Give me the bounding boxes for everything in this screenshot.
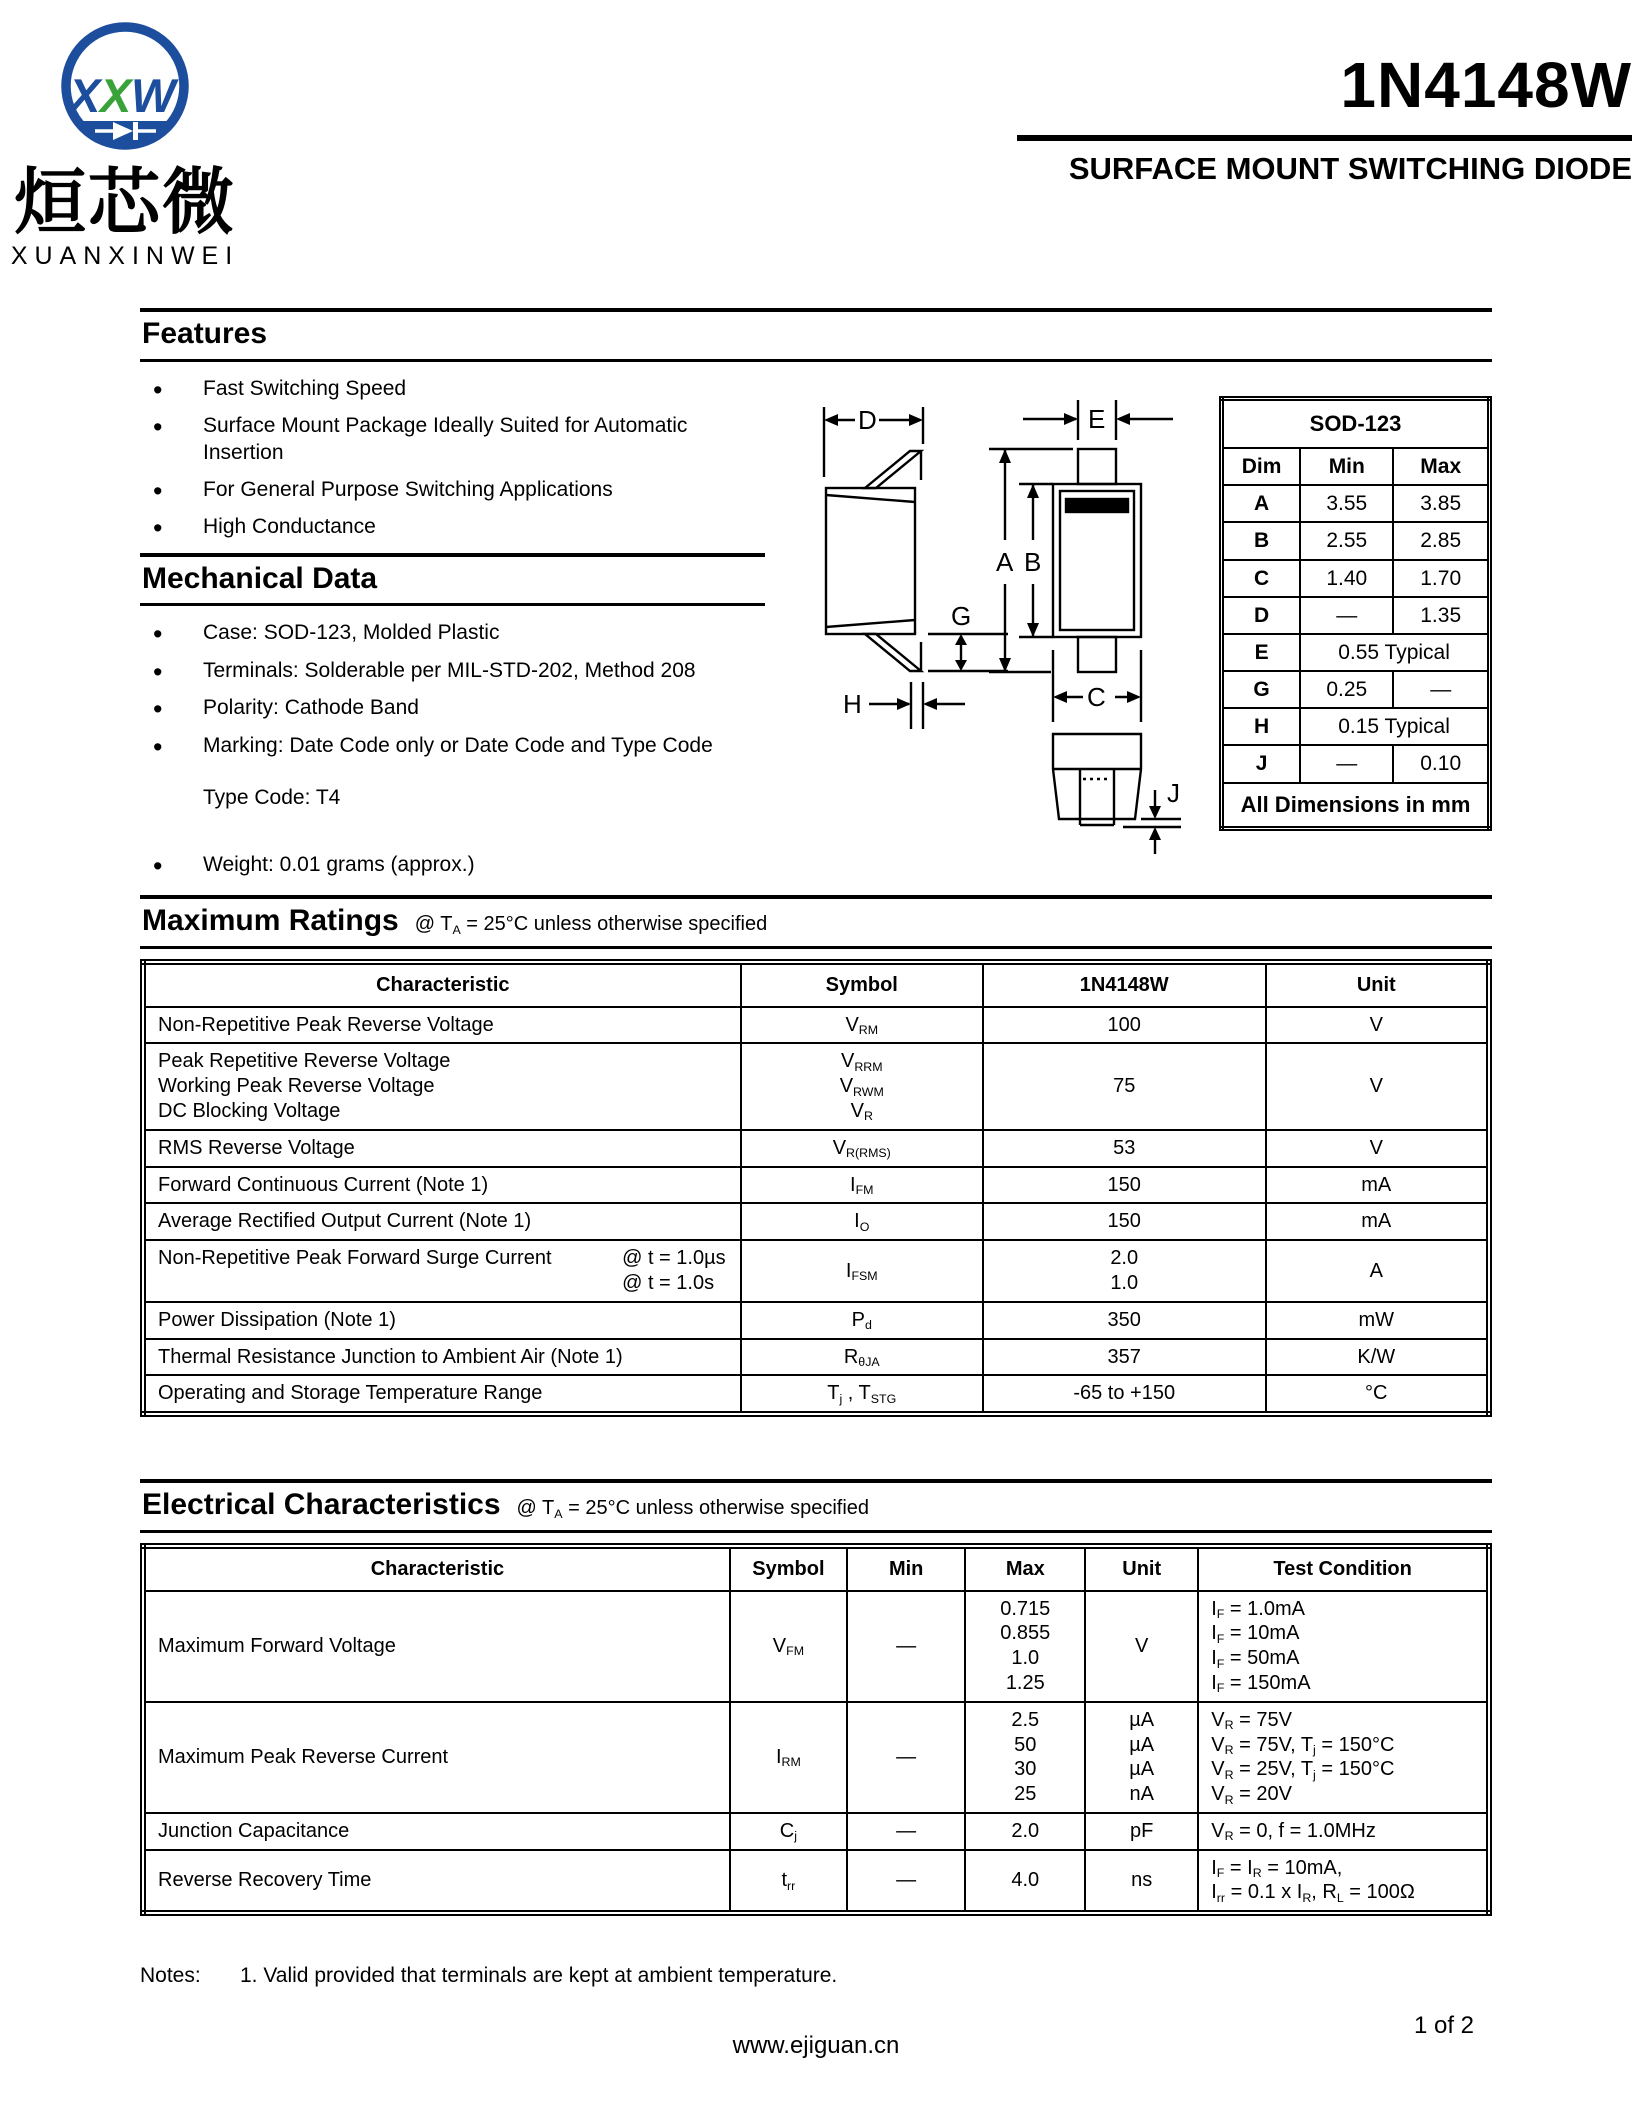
dim-table-title: SOD-123 <box>1222 398 1490 448</box>
maximum-ratings-heading <box>140 895 1492 949</box>
note-item: 1. Valid provided that terminals are kept at ambient temperature. <box>240 1964 838 1988</box>
table-row: Non-Repetitive Peak Reverse Voltage $V_{RM}$ 100 V <box>143 1007 1489 1044</box>
table-row: C 1.40 1.70 <box>1222 560 1490 597</box>
table-row: Power Dissipation (Note 1) $P_d$ 350 mW <box>143 1302 1489 1339</box>
dim-label-c: C <box>1087 681 1106 712</box>
list-item: • Polarity: Cathode Band <box>140 695 765 721</box>
table-row: H 0.15 Typical <box>1222 708 1490 745</box>
title-rule <box>1017 135 1632 141</box>
column-header: Symbol <box>730 1546 847 1591</box>
company-logo <box>5 18 245 271</box>
maximum-ratings-section <box>140 895 1492 1417</box>
dim-table-footer: All Dimensions in mm <box>1222 783 1490 829</box>
logo-letter: W <box>131 69 176 122</box>
electrical-characteristics-section <box>140 1479 1492 1916</box>
package-outline-drawing <box>783 382 1211 856</box>
table-row: Average Rectified Output Current (Note 1) $I_O$ 150 mA <box>143 1203 1489 1240</box>
list-item: • Fast Switching Speed <box>140 376 765 402</box>
table-row: Peak Repetitive Reverse Voltage Working Peak Reverse Voltage DC Blocking Voltage $V_{RRM}$ $V_{RWM}$ $V_R$ 75 V <box>143 1043 1489 1129</box>
table-row: E 0.55 Typical <box>1222 634 1490 671</box>
dimension-table <box>1219 396 1492 831</box>
dim-label-a: A <box>996 546 1014 577</box>
electrical-characteristics-heading <box>140 1479 1492 1533</box>
right-column <box>783 362 1492 856</box>
title-block <box>1017 49 1632 187</box>
table-row: A 3.55 3.85 <box>1222 485 1490 522</box>
column-header: Unit <box>1266 962 1489 1007</box>
maximum-ratings-table <box>140 959 1492 1417</box>
two-column-area <box>140 362 1492 890</box>
table-row: Maximum Peak Reverse Current $I_{RM}$ — 2.5 50 30 25 µA µA µA nA $V_R = 75V$ $V_R = 75V$, $T_j = 150^\circ C$ $V_R = 25V$, $T_j = 150^\circ C$ $V_R = 20V$ <box>143 1702 1489 1813</box>
company-name-en: XUANXINWEI <box>10 242 240 270</box>
table-row: B 2.55 2.85 <box>1222 522 1490 559</box>
footer-page-number: 1 of 2 <box>1413 2012 1474 2039</box>
dim-label-j: J <box>1167 777 1180 808</box>
dim-label-e: E <box>1088 403 1106 434</box>
table-row: Forward Continuous Current (Note 1) $I_{FM}$ 150 mA <box>143 1167 1489 1204</box>
logo-letter: X <box>100 69 132 122</box>
section-condition-note: @ $T_A = 25^\circ C$ unless otherwise specified <box>414 913 768 937</box>
list-item: • Marking: Date Code only or Date Code and Type Code <box>140 733 765 759</box>
mechanical-data-heading: Mechanical Data <box>140 553 765 607</box>
page-header <box>0 0 1632 308</box>
section-title: Maximum Ratings <box>142 904 399 938</box>
column-header: Test Condition <box>1198 1546 1489 1591</box>
list-item: • Weight: 0.01 grams (approx.) <box>140 852 765 878</box>
column-header: Characteristic <box>143 962 741 1007</box>
column-header: Max <box>965 1546 1085 1591</box>
table-row: Operating and Storage Temperature Range $T_j$ , $T_{STG}$ -65 to +150 °C <box>143 1375 1489 1414</box>
table-row: RMS Reverse Voltage $V_{R(RMS)}$ 53 V <box>143 1130 1489 1167</box>
type-code-note: Type Code: T4 <box>203 786 341 810</box>
table-row: G 0.25 — <box>1222 671 1490 708</box>
list-item: • High Conductance <box>140 514 765 540</box>
left-column <box>140 362 765 890</box>
column-header: Max <box>1393 448 1489 485</box>
list-item: • Case: SOD-123, Molded Plastic <box>140 620 765 646</box>
table-row: Thermal Resistance Junction to Ambient Air (Note 1) $R_{\theta JA}$ 357 K/W <box>143 1339 1489 1376</box>
column-header: Characteristic <box>143 1546 730 1591</box>
mechanical-list <box>140 620 765 878</box>
page-subtitle: SURFACE MOUNT SWITCHING DIODE <box>1068 151 1632 187</box>
column-header: Symbol <box>741 962 983 1007</box>
column-header: Unit <box>1085 1546 1198 1591</box>
dim-label-b: B <box>1024 546 1042 577</box>
electrical-characteristics-table <box>140 1543 1492 1917</box>
table-row: D — 1.35 <box>1222 597 1490 634</box>
dim-label-d: D <box>858 404 877 435</box>
notes-block <box>140 1964 1492 1988</box>
list-item: • Terminals: Solderable per MIL-STD-202, Method 208 <box>140 658 765 684</box>
logo-letter: X <box>69 69 101 122</box>
features-heading: Features <box>140 308 1492 362</box>
section-condition-note: @ $T_A = 25^\circ C$ unless otherwise specified <box>516 1497 870 1521</box>
dim-label-h: H <box>843 688 862 719</box>
column-header: Dim <box>1222 448 1301 485</box>
footer-website: www.ejiguan.cn <box>732 2032 900 2059</box>
part-number-title: 1N4148W <box>1340 49 1632 121</box>
list-item: • Surface Mount Package Ideally Suited for Automatic Insertion <box>140 413 765 466</box>
table-row: Reverse Recovery Time $t_{rr}$ — 4.0 ns $I_F = I_R = 10mA$, $I_{rr} = 0.1$ x $I_R$, $R_L = 100\Omega$ <box>143 1850 1489 1914</box>
company-name-cn: 烜芯微 <box>13 163 236 243</box>
column-header: 1N4148W <box>983 962 1266 1007</box>
features-list <box>140 376 765 541</box>
table-row: J — 0.10 <box>1222 745 1490 782</box>
notes-label: Notes: <box>140 1964 201 1988</box>
column-header: Min <box>1300 448 1393 485</box>
table-row: Non-Repetitive Peak Forward Surge Current @ t = 1.0µs @ t = 1.0s $I_{FSM}$ 2.0 1.0 A <box>143 1240 1489 1302</box>
column-header: Min <box>847 1546 965 1591</box>
dimension-table-wrap <box>1219 396 1492 831</box>
dim-label-g: G <box>951 600 972 631</box>
table-row: Junction Capacitance $C_j$ — 2.0 pF $V_R = 0$, f = 1.0MHz <box>143 1813 1489 1850</box>
list-item: • For General Purpose Switching Applications <box>140 477 765 503</box>
section-title: Electrical Characteristics <box>142 1488 501 1522</box>
logo-mark-icon <box>55 18 195 160</box>
table-row: Maximum Forward Voltage $V_{FM}$ — 0.715 0.855 1.0 1.25 V $I_F = 1.0mA$ $I_F = 10mA$ $I_F = 50mA$ $I_F = 150mA$ <box>143 1591 1489 1702</box>
